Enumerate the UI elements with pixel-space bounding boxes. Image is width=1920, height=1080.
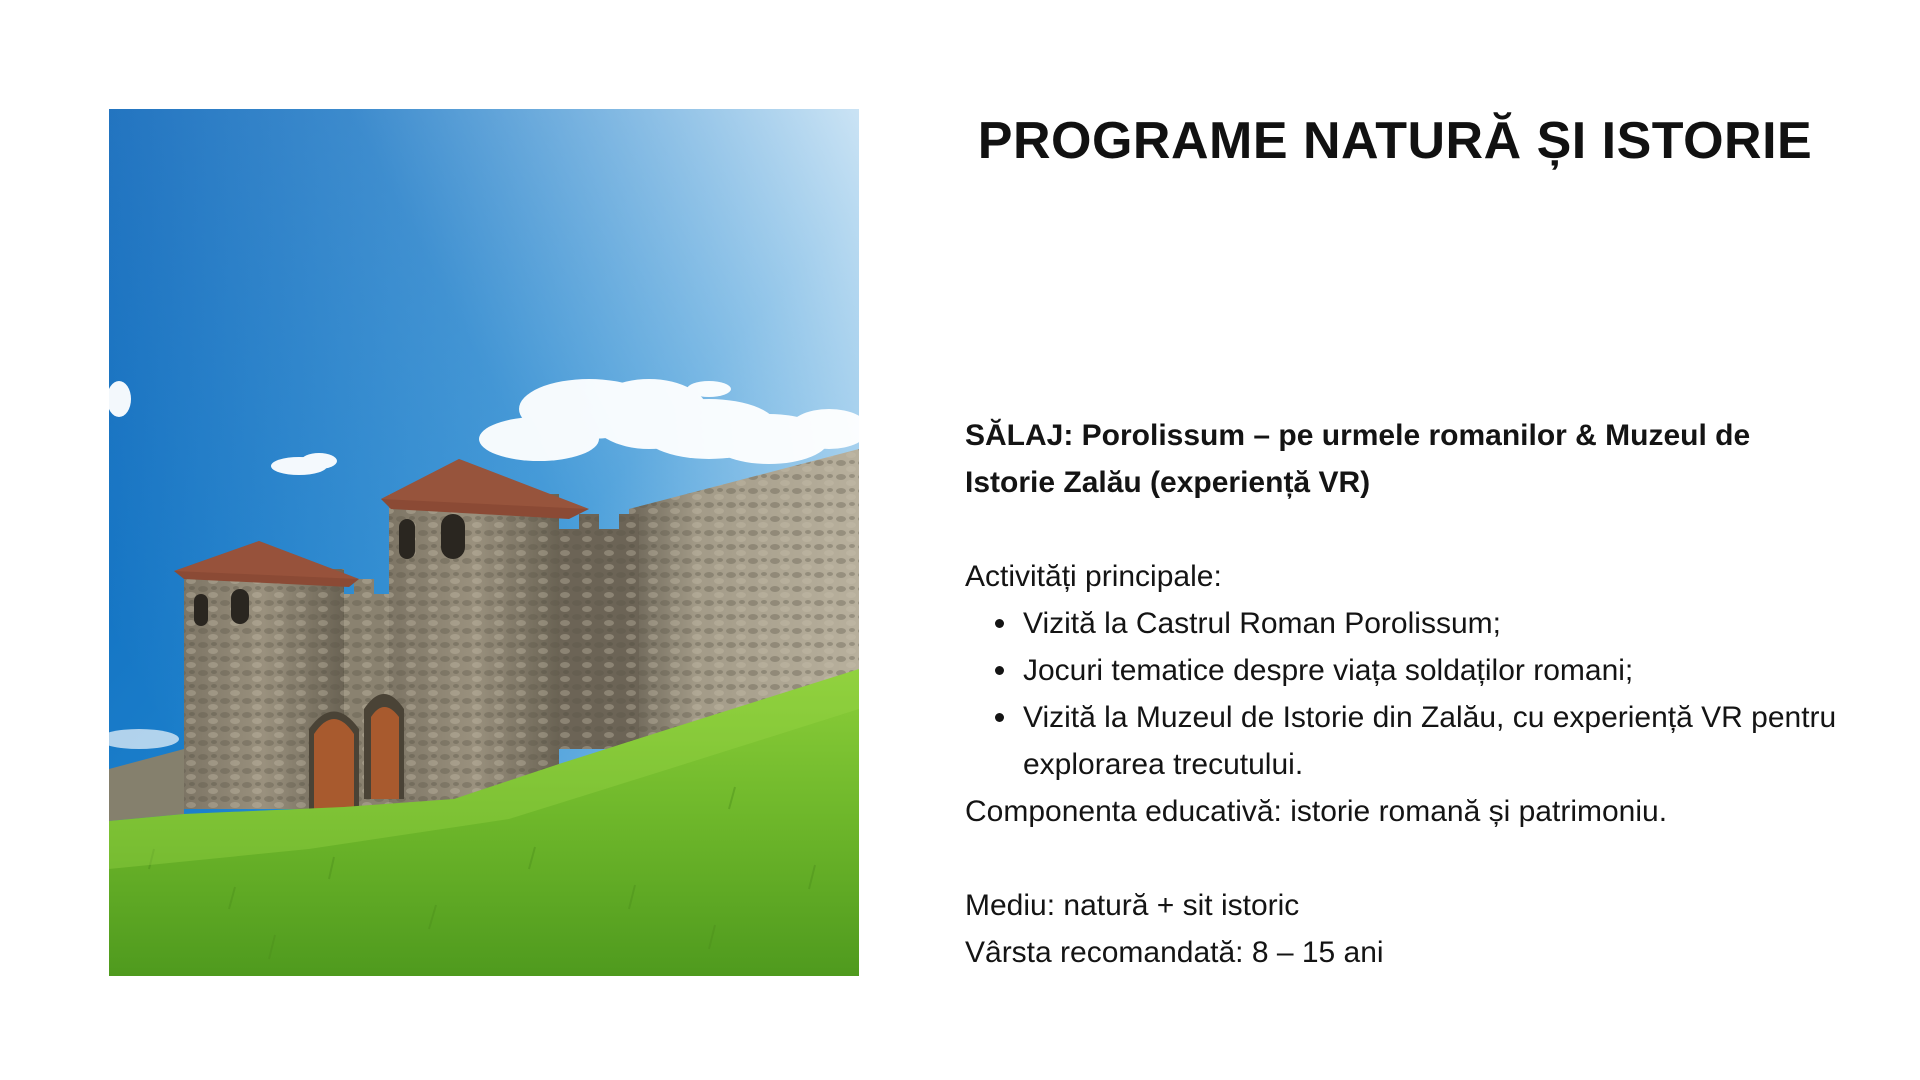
activities-label: Activități principale: <box>965 560 1222 593</box>
program-description <box>965 412 1845 976</box>
list-item <box>965 694 1845 788</box>
bullet-icon <box>995 713 1004 722</box>
activity-text: Vizită la Muzeul de Istorie din Zalău, cu experiență VR pentru explorarea trecutului. <box>1023 701 1837 781</box>
activities-list <box>965 600 1845 788</box>
activity-text: Vizită la Castrul Roman Porolissum; <box>1023 607 1501 640</box>
activity-text: Jocuri tematice despre viața soldaților romani; <box>1023 654 1634 687</box>
page-title: PROGRAME NATURĂ ȘI ISTORIE <box>977 112 1813 170</box>
bullet-icon <box>995 619 1004 628</box>
environment-text: Mediu: natură + sit istoric <box>965 889 1300 922</box>
spacer <box>965 506 1845 553</box>
educational-component: Componenta educativă: istorie romană și patrimoniu. <box>965 795 1668 828</box>
spacer <box>965 835 1845 882</box>
fort-illustration <box>109 109 859 976</box>
list-item <box>965 647 1845 694</box>
list-item <box>965 600 1845 647</box>
roman-fort-photo <box>109 109 859 976</box>
bullet-icon <box>995 666 1004 675</box>
program-heading: SĂLAJ: Porolissum – pe urmele romanilor & Muzeul de Istorie Zalău (experiență VR) <box>965 419 1751 499</box>
age-text: Vârsta recomandată: 8 – 15 ani <box>965 936 1384 969</box>
